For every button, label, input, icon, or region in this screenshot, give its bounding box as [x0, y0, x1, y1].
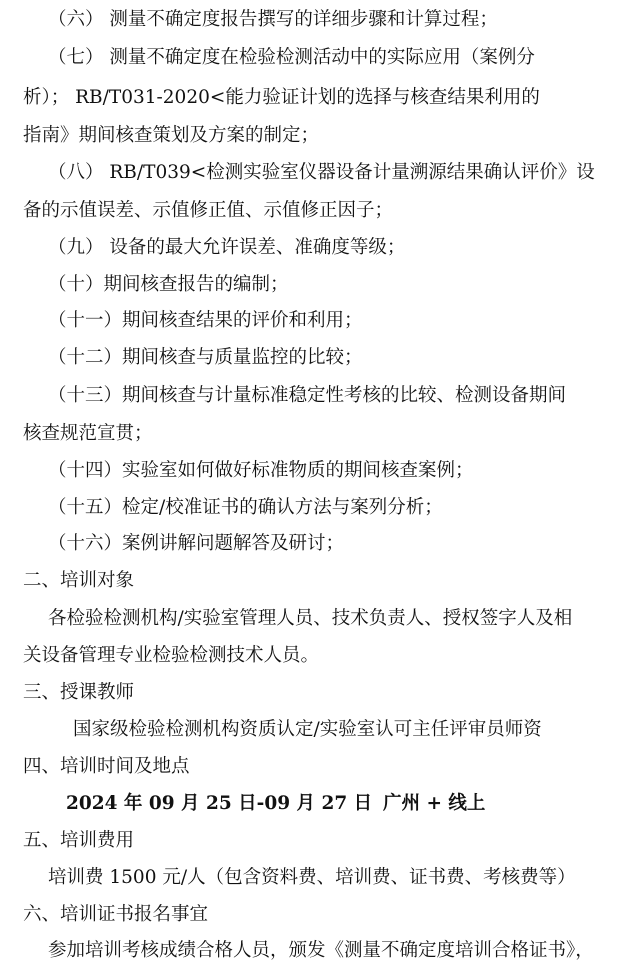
item-15: （十五）检定/校准证书的确认方法与案列分析；	[48, 497, 443, 518]
training-target-line-1: 各检验检测机构/实验室管理人员、技术负责人、授权签字人及相	[48, 608, 573, 629]
item-7-line-2: 析）； RB/T031-2020<能力验证计划的选择与核查结果利用的	[23, 87, 540, 108]
training-target-line-2: 关设备管理专业检验检测技术人员。	[23, 645, 320, 666]
item-11: （十一）期间核查结果的评价和利用；	[48, 310, 363, 331]
teacher-line-1: 国家级检验检测机构资质认定/实验室认可主任评审员师资	[73, 719, 542, 740]
section-heading-teacher: 三、授课教师	[23, 682, 135, 703]
item-13-line-1: （十三）期间核查与计量标准稳定性考核的比较、检测设备期间	[48, 385, 567, 406]
section-heading-training-target: 二、培训对象	[23, 570, 135, 591]
item-7-line-3: 指南》期间核查策划及方案的制定；	[23, 125, 320, 146]
item-12: （十二）期间核查与质量监控的比较；	[48, 347, 363, 368]
item-9: （九） 设备的最大允许误差、准确度等级；	[48, 237, 406, 258]
training-place: 广州 + 线上	[383, 793, 486, 814]
item-14: （十四）实验室如何做好标准物质的期间核查案例；	[48, 460, 474, 481]
item-6: （六） 测量不确定度报告撰写的详细步骤和计算过程；	[48, 9, 498, 30]
section-heading-fee: 五、培训费用	[23, 830, 135, 851]
item-10: （十）期间核查报告的编制；	[48, 274, 289, 295]
training-date: 2024 年 09 月 25 日-09 月 27 日	[66, 793, 373, 814]
section-heading-certificate: 六、培训证书报名事宜	[23, 904, 209, 925]
section-heading-time-place: 四、培训时间及地点	[23, 756, 190, 777]
certificate-line-1: 参加培训考核成绩合格人员，颁发《测量不确定度培训合格证书》，	[48, 940, 594, 961]
item-16: （十六）案例讲解问题解答及研讨；	[48, 533, 345, 554]
fee-line-1: 培训费 1500 元/人（包含资料费、培训费、证书费、考核费等）	[48, 867, 576, 888]
item-8-line-1: （八） RB/T039<检测实验室仪器设备计量溯源结果确认评价》设	[48, 162, 595, 183]
item-7-line-1: （七） 测量不确定度在检验检测活动中的实际应用（案例分	[48, 47, 535, 68]
item-13-line-2: 核查规范宣贯；	[23, 423, 153, 444]
item-8-line-2: 备的示值误差、示值修正值、示值修正因子；	[23, 200, 394, 221]
